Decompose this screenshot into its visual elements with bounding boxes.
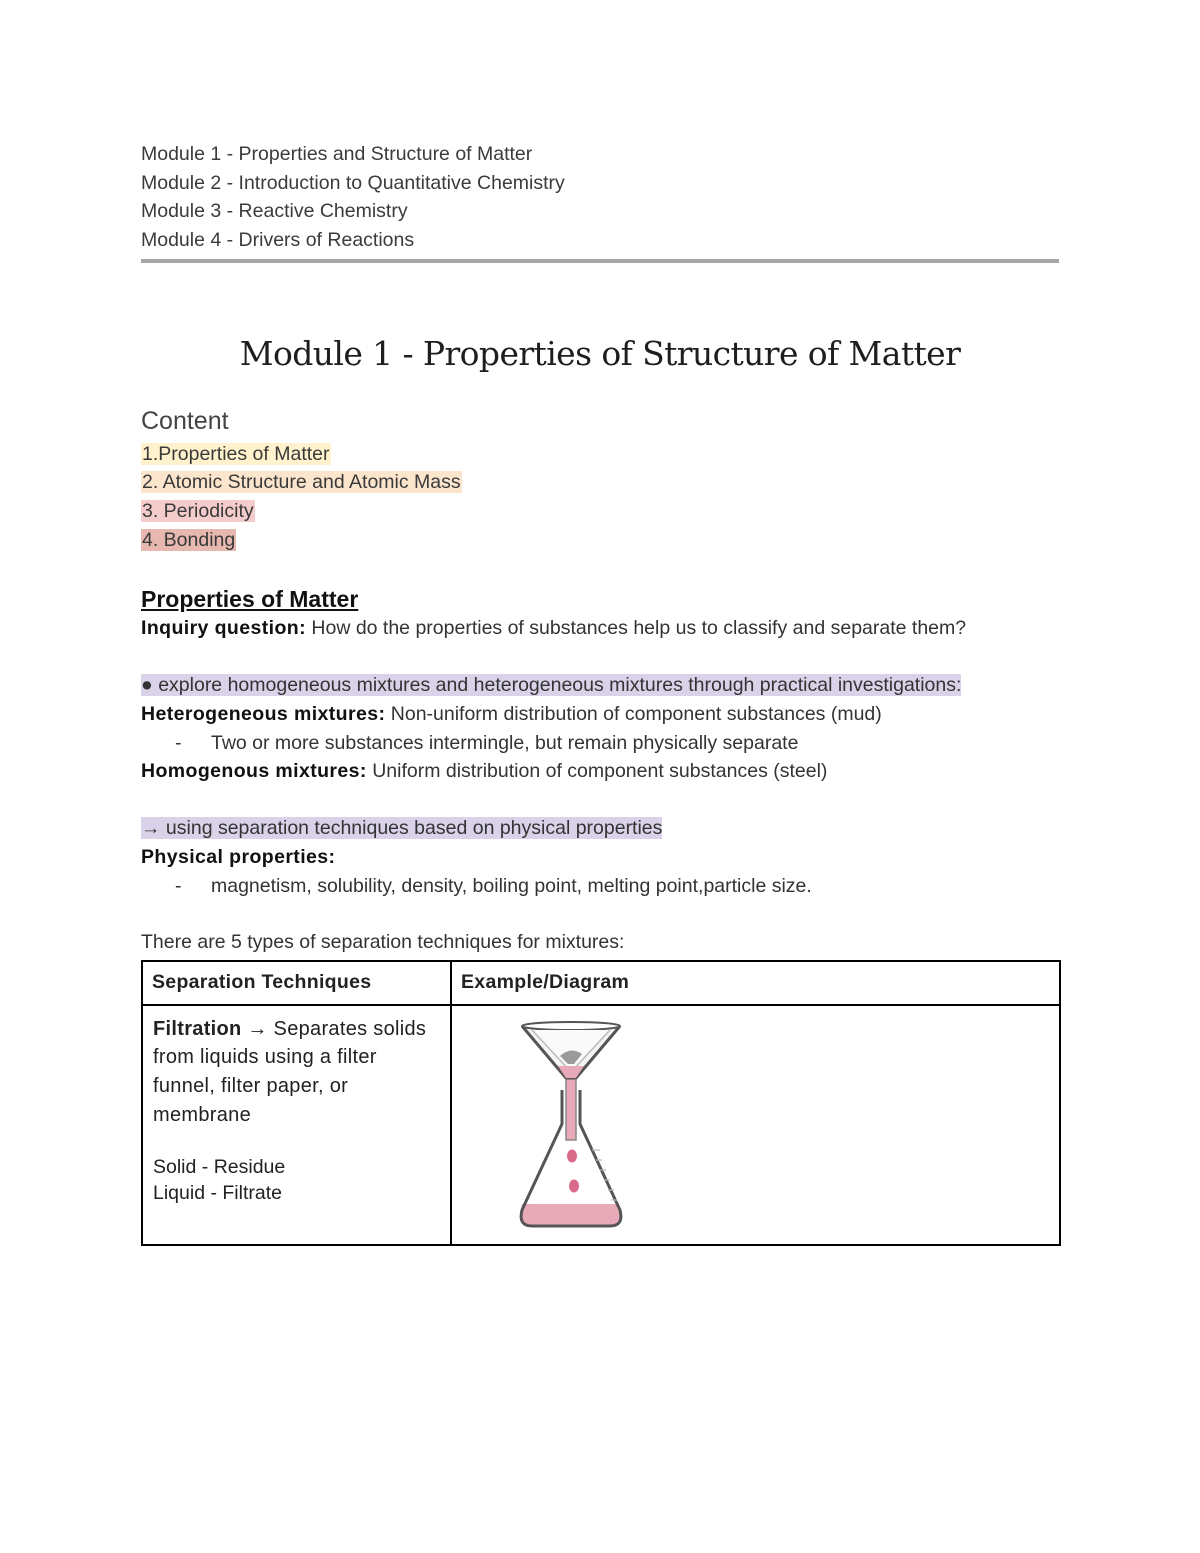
module-list-item[interactable]: Module 4 - Drivers of Reactions: [141, 229, 415, 252]
page-title: Module 1 - Properties of Structure of Matter: [239, 333, 961, 373]
funnel-stem: [566, 1078, 576, 1140]
separation-point: → using separation techniques based on physical properties: [141, 817, 663, 840]
explore-point: ● explore homogeneous mixtures and heterogeneous mixtures through practical investigations:: [141, 674, 962, 697]
toc-item-properties-of-matter[interactable]: 1.Properties of Matter: [142, 442, 330, 465]
inquiry-question: Inquiry question: How do the properties of substances help us to classify and separate them?: [141, 617, 967, 640]
toc-item-bonding[interactable]: 4. Bonding: [142, 528, 236, 551]
module-list-item[interactable]: Module 2 - Introduction to Quantitative Chemistry: [141, 171, 565, 194]
filtrate-drop: [569, 1179, 579, 1192]
content-heading: Content: [141, 406, 229, 435]
separation-techniques-table: [141, 960, 1061, 1246]
toc-item-atomic-structure[interactable]: 2. Atomic Structure and Atomic Mass: [142, 471, 461, 494]
residue-label: Solid - Residue: [153, 1155, 286, 1178]
module-list: [141, 140, 1061, 255]
funnel-rim: [522, 1022, 620, 1030]
diagram-cell: [451, 1005, 1060, 1245]
table-intro: There are 5 types of separation techniques for mixtures:: [141, 931, 625, 954]
technique-cell: Filtration → Separates solids from liquids using a filter funnel, filter paper, or membrane Solid - Residue Liquid - Filtrate: [142, 1005, 451, 1245]
heterogeneous-definition: Heterogeneous mixtures: Non-uniform distribution of component substances (mud): [141, 702, 882, 725]
table-header-cell: Separation Techniques: [142, 961, 451, 1005]
filtration-flask-icon: [516, 1020, 626, 1232]
homogenous-definition: Homogenous mixtures: Uniform distribution of component substances (steel): [141, 760, 828, 783]
filtrate-liquid: [520, 1204, 622, 1226]
table-header-row: [142, 961, 1060, 1005]
horizontal-rule: [141, 259, 1059, 263]
section-heading-properties-of-matter: Properties of Matter: [141, 586, 359, 613]
filtrate-drop: [567, 1149, 577, 1162]
physical-properties-list: - magnetism, solubility, density, boiling point, melting point,particle size.: [175, 874, 812, 897]
toc-item-periodicity[interactable]: 3. Periodicity: [142, 500, 254, 522]
physical-properties-label: Physical properties:: [141, 845, 336, 868]
module-list-item[interactable]: Module 3 - Reactive Chemistry: [141, 200, 408, 223]
filtrate-label: Liquid - Filtrate: [153, 1181, 282, 1204]
table-header-cell: Example/Diagram: [451, 961, 1060, 1005]
document-page: [141, 140, 1061, 1246]
heterogeneous-sub-point: - Two or more substances intermingle, but remain physically separate: [175, 731, 799, 754]
table-row: [142, 1005, 1060, 1245]
table-of-contents: [141, 440, 1061, 554]
module-list-item[interactable]: Module 1 - Properties and Structure of Matter: [141, 143, 533, 165]
